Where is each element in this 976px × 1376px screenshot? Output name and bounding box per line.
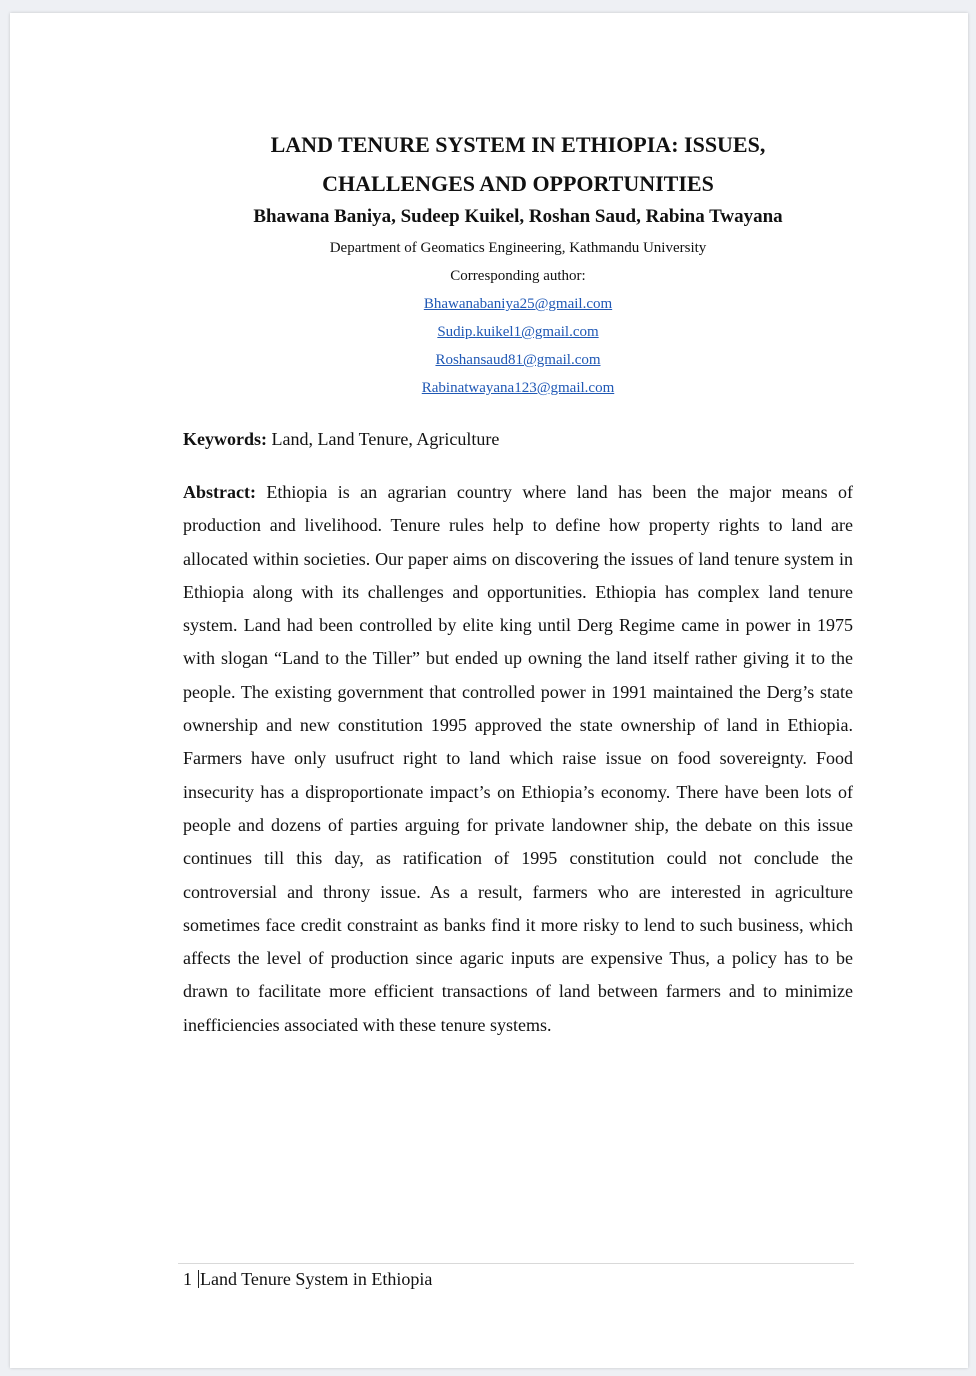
corresponding-author-label: Corresponding author: xyxy=(450,268,586,284)
footer-separator xyxy=(198,1270,199,1288)
email-item xyxy=(183,346,853,374)
email-item xyxy=(183,374,853,402)
paper-title xyxy=(183,125,853,203)
affiliation: Department of Geomatics Engineering, Kathmandu University xyxy=(329,240,707,256)
page-content xyxy=(183,125,853,1042)
email-item xyxy=(183,290,853,318)
page-footer xyxy=(183,1266,432,1292)
email-link[interactable]: Rabinatwayana123@gmail.com xyxy=(421,380,615,396)
title-line-2: CHALLENGES AND OPPORTUNITIES xyxy=(322,171,714,196)
title-line-1: LAND TENURE SYSTEM IN ETHIOPIA: ISSUES, xyxy=(270,132,766,157)
keywords-label: Keywords: xyxy=(183,429,267,449)
abstract-label: Abstract: xyxy=(183,482,256,502)
abstract-text: Ethiopia is an agrarian country where land has been the major means of production and livelihood. Tenure rules help to define how property rights to land are allocated within societies. Our paper aims on discovering the issues of land tenure system in Ethiopia along with its challenges and opportunities. Ethiopia has complex land tenure system. Land had been controlled by elite king until Derg Regime came in power in 1975 with slogan “Land to the Tiller” but ended up owning the land itself rather giving it to the people. The existing government that controlled power in 1991 maintained the Derg’s state ownership and new constitution 1995 approved the state ownership of land in Ethiopia. Farmers have only usufruct right to land which raise issue on food sovereignty. Food insecurity has a disproportionate impact’s on Ethiopia’s economy. There have been lots of people and dozens of parties arguing for private landowner ship, the debate on this issue continues till this day, as ratification of 1995 constitution could not conclude the controversial and throny issue. As a result, farmers who are interested in agriculture sometimes face credit constraint as banks find it more risky to lend to such business, which affects the level of production since agaric inputs are expensive Thus, a policy has to be drawn to facilitate more efficient transactions of land between farmers and to minimize inefficiencies associated with these tenure systems. xyxy=(183,482,854,1035)
footer-running-title: Land Tenure System in Ethiopia xyxy=(200,1269,433,1289)
document-page xyxy=(10,13,968,1368)
authors: Bhawana Baniya, Sudeep Kuikel, Roshan Saud, Rabina Twayana xyxy=(253,206,783,227)
email-link[interactable]: Sudip.kuikel1@gmail.com xyxy=(437,324,599,340)
footer-divider xyxy=(178,1263,854,1264)
keywords-text: Land, Land Tenure, Agriculture xyxy=(271,429,500,449)
email-item xyxy=(183,318,853,346)
abstract xyxy=(183,476,853,1042)
email-link[interactable]: Bhawanabaniya25@gmail.com xyxy=(423,296,613,312)
page-number: 1 xyxy=(183,1269,192,1289)
email-link[interactable]: Roshansaud81@gmail.com xyxy=(435,352,601,368)
keywords xyxy=(183,426,853,452)
email-list xyxy=(183,290,853,402)
